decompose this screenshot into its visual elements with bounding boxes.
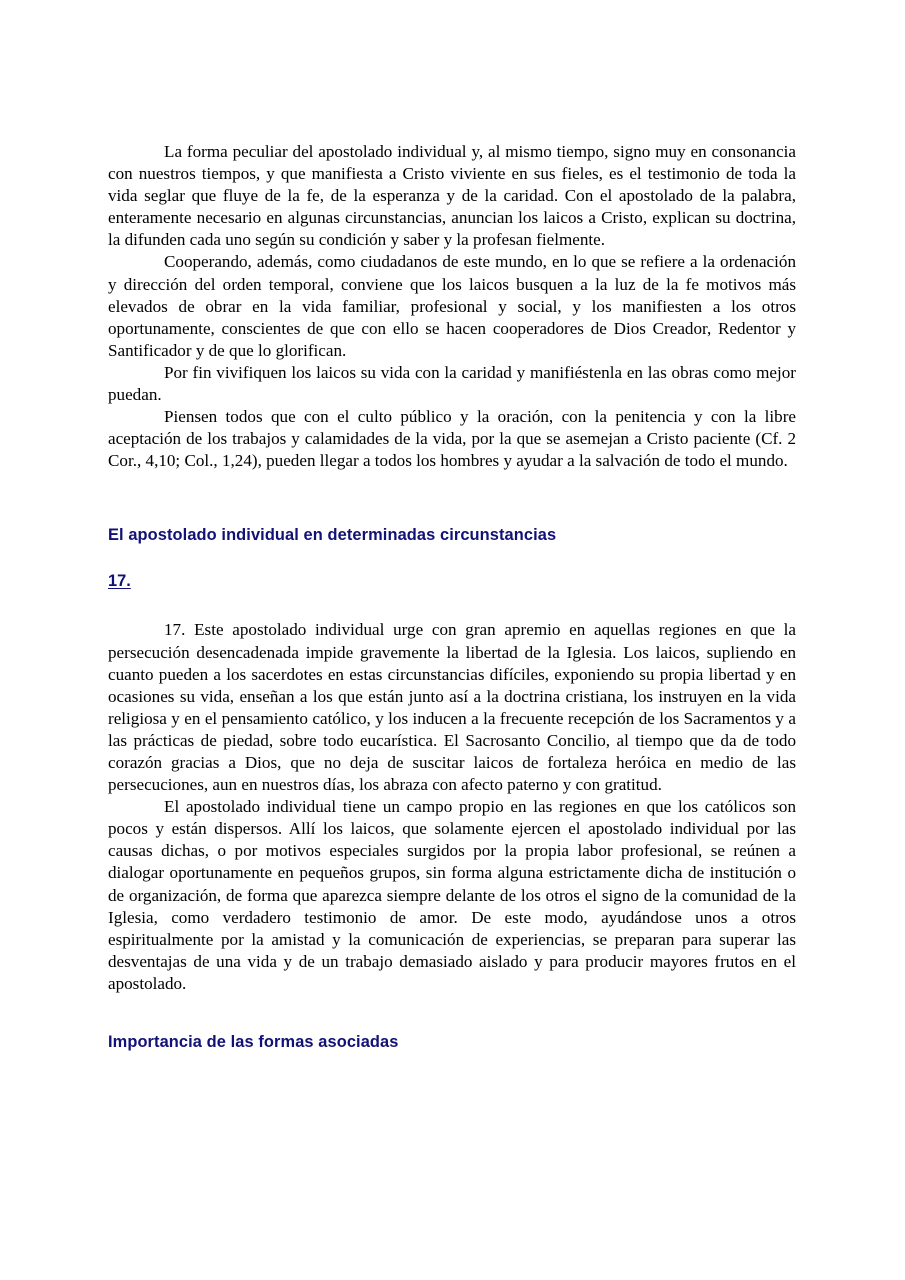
paragraph-apostolado-individual: La forma peculiar del apostolado individual y, al mismo tiempo, signo muy en consonancia con nuestros tiempos, y que manifiesta a Cristo viviente en sus fieles, es el testimonio de toda la vida seglar que fluye de la fe, de la esperanza y de la caridad. Con el apostolado de la palabra, enteramente necesario en algunas circunstancias, anuncian los laicos a Cristo, explican su doctrina, la difunden cada uno según su condición y saber y la profesan fielmente.: [108, 142, 796, 250]
anchor-link-row: [108, 570, 796, 593]
spacer-before-heading-2: [108, 995, 796, 1032]
document-content-column: [108, 141, 796, 1052]
section-heading-apostolado-individual-circunstancias: El apostolado individual en determinadas circunstancias: [108, 526, 557, 545]
paragraph-por-fin: Por fin vivifiquen los laicos su vida con la caridad y manifiéstenla en las obras como mejor puedan.: [108, 362, 796, 405]
section-anchor-link-17[interactable]: 17.: [108, 572, 131, 591]
spacer-after-anchor-link: [108, 593, 796, 619]
spacer-after-heading-1: [108, 545, 796, 570]
paragraph-campo-propio: El apostolado individual tiene un campo propio en las regiones en que los católicos son pocos y están dispersos. Allí los laicos, que solamente ejercen el apostolado individual por las causas dichas, o por motivos especiales surgidos por la propia labor profesional, se reúnen a dialogar oportunamente en pequeños grupos, sin forma alguna estrictamente dicha de institución o de organización, de forma que aparezca siempre delante de los otros el signo de la comunidad de la Iglesia, como verdadero testimonio de amor. De este modo, ayudándose unos a otros espiritualmente por la amistad y la comunicación de experiencias, se preparan para superar las desventajas de una vida y de un trabajo demasiado aislado y para producir mayores frutos en el apostolado.: [108, 797, 796, 993]
paragraph-cooperando: Cooperando, además, como ciudadanos de este mundo, en lo que se refiere a la ordenación y dirección del orden temporal, conviene que los laicos busquen a la luz de la fe motivos más elevados de obrar en la vida familiar, profesional y social, y los manifiesten a los otros oportunamente, conscientes de que con ello se hacen cooperadores de Dios Creador, Redentor y Santificador y de que lo glorifican.: [108, 252, 796, 360]
section-heading-importancia-formas-asociadas: Importancia de las formas asociadas: [108, 1033, 399, 1051]
paragraph-17-este-apostolado: 17. Este apostolado individual urge con gran apremio en aquellas regiones en que la persecución desencadenada impide gravemente la libertad de la Iglesia. Los laicos, supliendo en cuanto pueden a los sacerdotes en estas circunstancias difíciles, exponiendo su propia libertad y en ocasiones su vida, enseñan a los que están junto así a la doctrina cristiana, los instruyen en la vida religiosa y en el pensamiento católico, y los inducen a la frecuente recepción de los Sacramentos y a las prácticas de piedad, sobre todo eucarística. El Sacrosanto Concilio, al tiempo que da de todo corazón gracias a Dios, que no deja de suscitar laicos de fortaleza heróica en medio de las persecuciones, aun en nuestros días, los abraza con afecto paterno y con gratitud.: [108, 620, 796, 795]
spacer-before-heading-1: [108, 472, 796, 525]
paragraph-piensen-todos: Piensen todos que con el culto público y la oración, con la penitencia y con la libre aceptación de los trabajos y calamidades de la vida, por la que se asemejan a Cristo paciente (Cf. 2 Cor., 4,10; Col., 1,24), pueden llegar a todos los hombres y ayudar a la salvación de todo el mundo.: [108, 407, 796, 471]
